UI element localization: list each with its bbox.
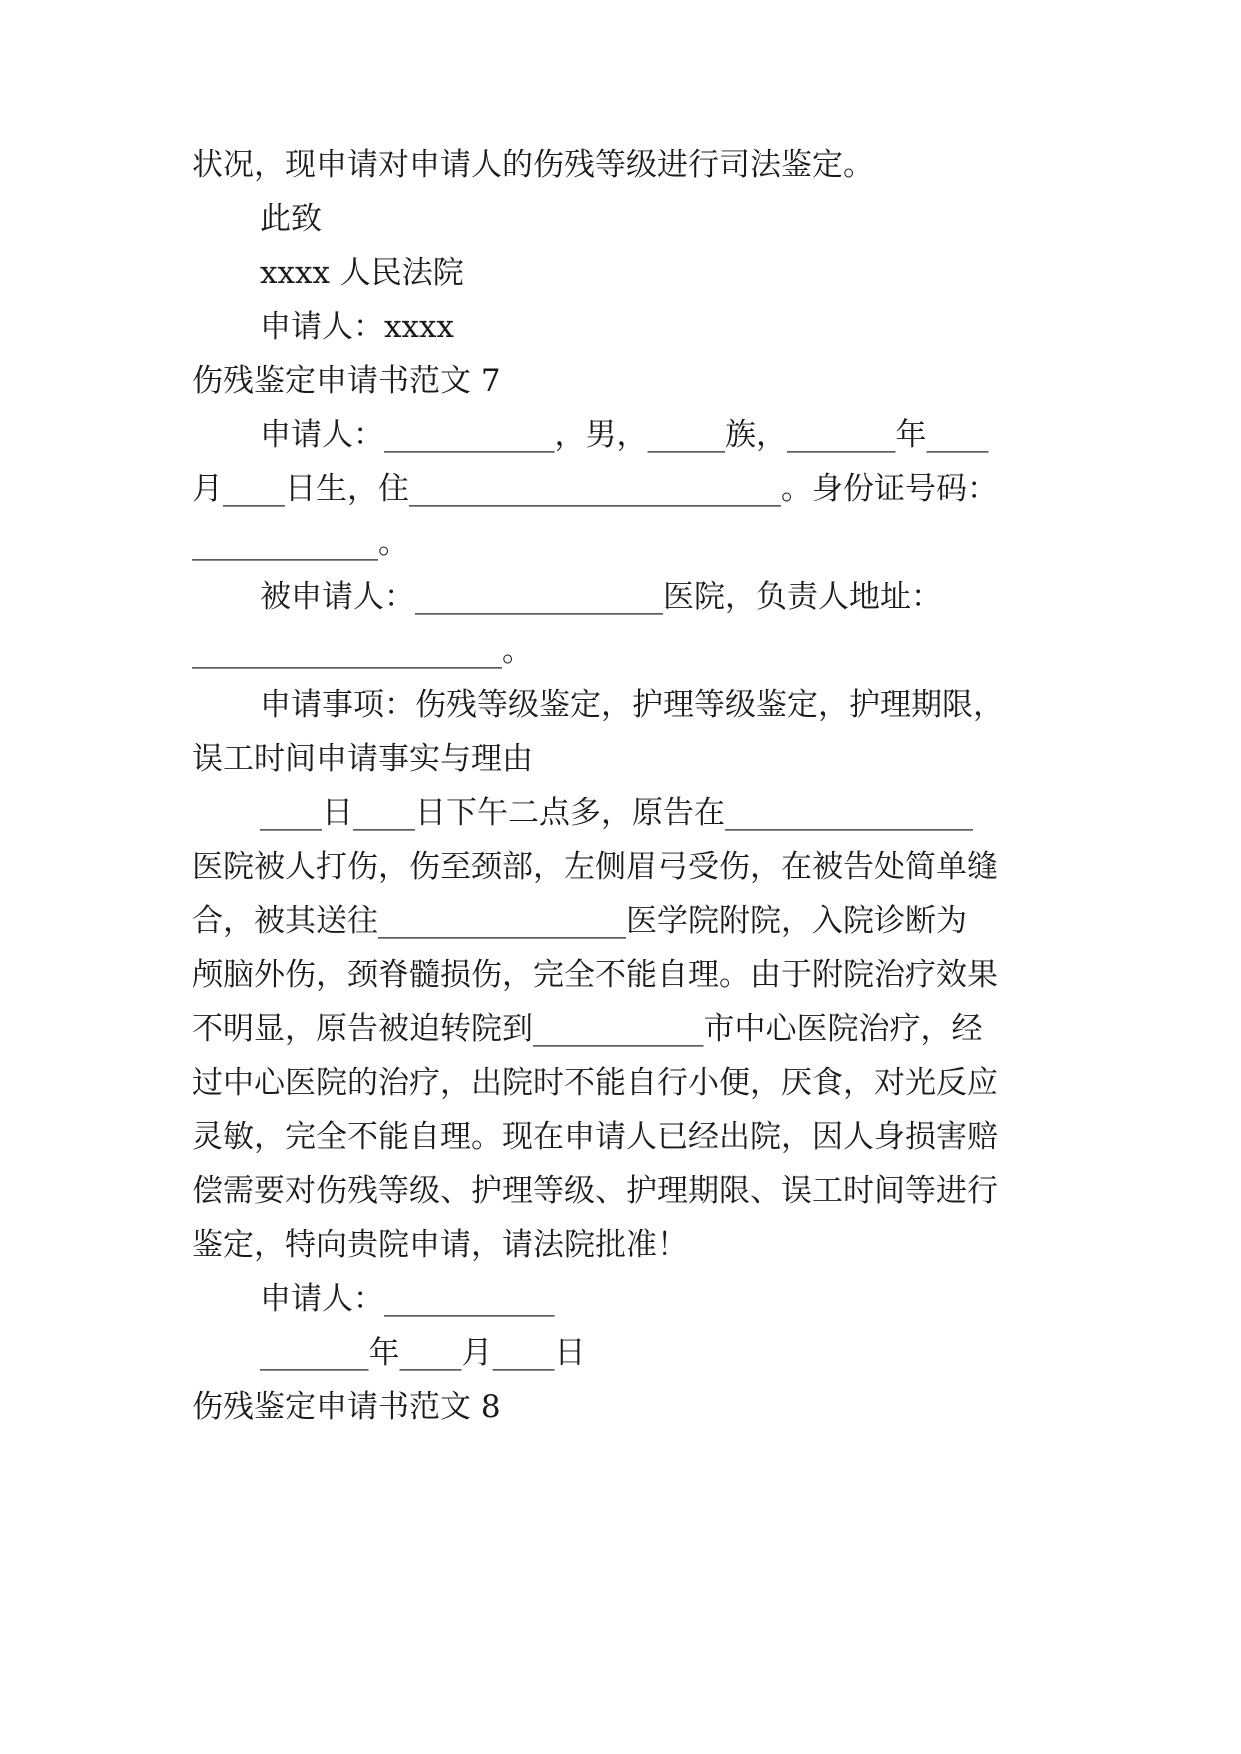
applicant-signature: 申请人：xxxx [260, 309, 454, 345]
paragraph-line: 鉴定，特向贵院申请，请法院批准！ [192, 1227, 688, 1263]
paragraph-line: 月____日生，住________________________。身份证号码： [192, 471, 998, 507]
section-heading: 伤残鉴定申请书范文 7 [192, 363, 501, 399]
section-heading: 伤残鉴定申请书范文 8 [192, 1389, 501, 1425]
paragraph-line: 被申请人：________________医院，负责人地址： [260, 579, 942, 615]
paragraph-line: 合，被其送往________________医学院附院，入院诊断为 [192, 903, 967, 939]
paragraph-line: 灵敏，完全不能自理。现在申请人已经出院，因人身损害赔 [192, 1119, 998, 1155]
signature-date: _______年____月____日 [260, 1335, 586, 1371]
paragraph-line: 误工时间申请事实与理由 [192, 741, 533, 777]
paragraph-line: ____________。 [192, 525, 409, 561]
paragraph-line: ____日____日下午二点多，原告在________________ [260, 795, 973, 831]
paragraph-line: 偿需要对伤残等级、护理等级、护理期限、误工时间等进行 [192, 1173, 998, 1209]
recipient-court: xxxx 人民法院 [260, 255, 464, 291]
salutation: 此致 [260, 201, 322, 237]
paragraph-line: 申请事项：伤残等级鉴定，护理等级鉴定，护理期限， [260, 687, 1004, 723]
applicant-signature: 申请人：___________ [260, 1281, 555, 1317]
paragraph-line: 申请人：___________，男，_____族，_______年____ [260, 417, 989, 453]
paragraph-line: ____________________。 [192, 633, 533, 669]
paragraph-line: 状况，现申请对申请人的伤残等级进行司法鉴定。 [192, 147, 874, 183]
paragraph-line: 不明显，原告被迫转院到___________市中心医院治疗，经 [192, 1011, 983, 1047]
paragraph-line: 颅脑外伤，颈脊髓损伤，完全不能自理。由于附院治疗效果 [192, 957, 998, 993]
paragraph-line: 过中心医院的治疗，出院时不能自行小便，厌食，对光反应 [192, 1065, 998, 1101]
paragraph-line: 医院被人打伤，伤至颈部，左侧眉弓受伤，在被告处简单缝 [192, 849, 998, 885]
